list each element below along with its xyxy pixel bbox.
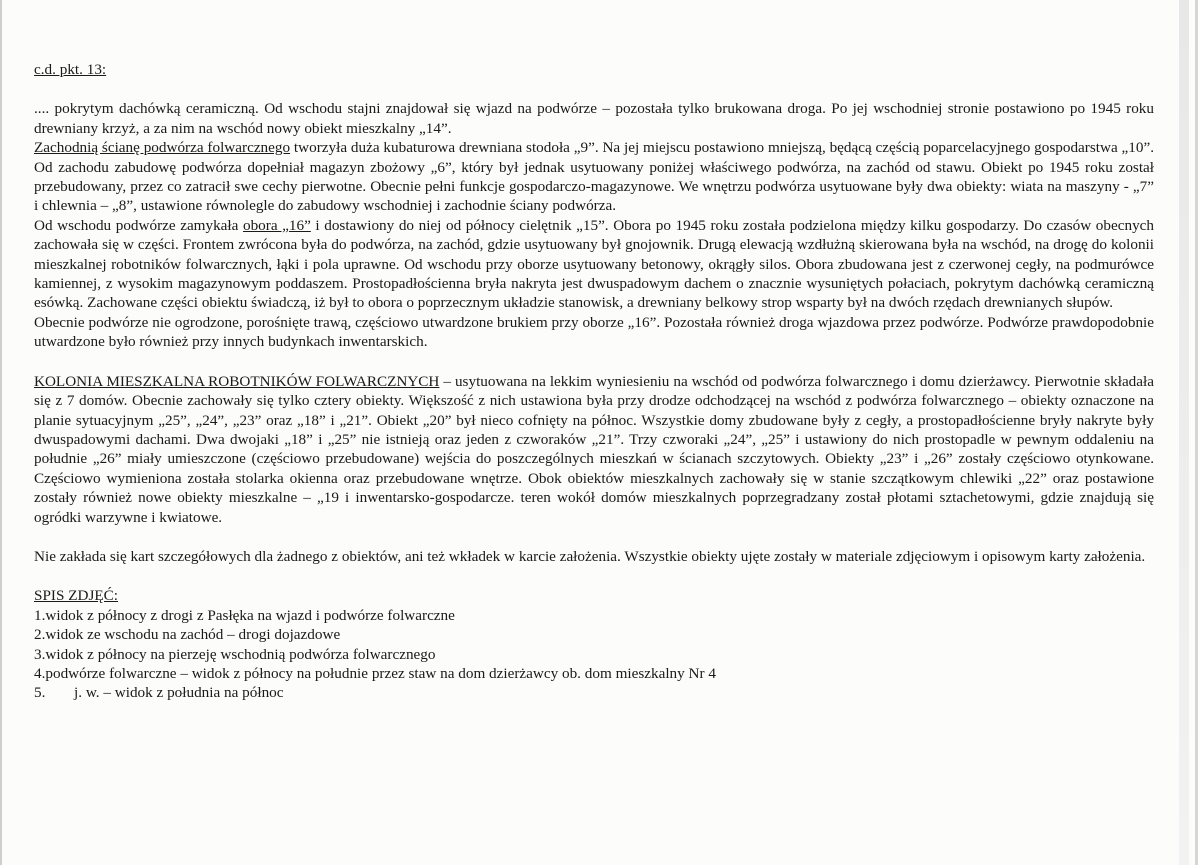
document-body	[34, 60, 1154, 703]
photo-item-5-text: j. w. – widok z południa na północ	[74, 684, 284, 702]
photo-item-5	[34, 683, 1154, 702]
kolonia-paragraph	[34, 372, 1154, 527]
photo-item-4: 4.podwórze folwarczne – widok z północy na południe przez staw na dom dzierżawcy ob. dom mieszkalny Nr 4	[34, 664, 716, 682]
note-paragraph: Nie zakłada się kart szczegółowych dla żadnego z obiektów, ani też wkładek w karcie założenia. Wszystkie obiekty ujęte zostały w materiale zdjęciowym i opisowym karty założenia.	[34, 547, 1146, 565]
photo-item-2: 2.widok ze wschodu na zachód – drogi dojazdowe	[34, 626, 341, 644]
paragraph-4	[34, 313, 1154, 352]
paragraphs-block	[34, 99, 1154, 351]
paragraph-3-segment-1: Od wschodu podwórze zamykała	[34, 216, 243, 234]
paragraph-2-segment-1: Zachodnią ścianę podwórza folwarcznego	[34, 139, 291, 157]
photo-item-3: 3.widok z północy na pierzeję wschodnią podwórza folwarcznego	[34, 645, 436, 663]
paragraph-1	[34, 99, 1154, 138]
photo-item-5-number: 5.	[34, 684, 46, 702]
paragraph-4-segment-1: Obecnie podwórze nie ogrodzone, porośnięte trawą, częściowo utwardzone brukiem przy oborze „16”. Pozostała również droga wjazdowa przez podwórze. Podwórze prawdopodobnie utwardzone było również przy innych budynkach inwentarskich.	[34, 313, 1154, 351]
photos-list	[34, 606, 1154, 684]
scan-edge	[1179, 0, 1189, 865]
paragraph-1-segment-1: .... pokrytym dachówką ceramiczną. Od wschodu stajni znajdował się wjazd na podwórze – pozostała tylko brukowana droga. Po jej wschodniej stronie postawiono po 1945 roku drewniany krzyż, a za nim na wschód nowy obiekt mieszkalny „14”.	[34, 100, 1154, 137]
paragraph-2-segment-2: tworzyła duża kubaturowa drewniana stodoła „9”. Na jej miejscu postawiono mniejszą, będącą częścią poparcelacyjnego gospodarstwa „10”. Od zachodu zabudowę podwórza dopełniał magazyn zbożowy „6”, który był jednak usytuowany poniżej właściwego podwórza, na zachód od stawu. Obiekt po 1945 roku został przebudowany, przez co zatracił swe cechy pierwotne. Obecnie pełni funkcje gospodarczo-magazynowe. We wnętrzu podwórza usytuowane były dwa obiekty: wiata na maszyny - „7” i chlewnia – „8”, ustawione równolegle do zabudowy wschodniej i zachodnie ściany podwórza.	[34, 139, 1154, 215]
paragraph-3	[34, 216, 1154, 313]
paragraph-3-segment-3: i dostawiony do niej od północy cielętnik „15”. Obora po 1945 roku została podzielona między kilku gospodarzy. Do czasów obecnych zachowała się w części. Frontem zwrócona była do podwórza, na zachód, gdzie usytuowany był gnojownik. Drugą elewacją wzdłużną skierowana była na wschód, na drogę do kolonii mieszkalnej robotników folwarcznych, łąki i pola uprawne. Od wschodu przy oborze usytuowany betonowy, okrągły silos. Obora zbudowana jest z czerwonej cegły, na podmurówce kamiennej, z wysokim magazynowym poddaszem. Prostopadłościenna bryła nakryta jest dwuspadowym dachem o znacznie wysuniętych połaciach, pokrytym dachówką ceramiczną esówką. Zachowane części obiektu świadczą, iż był to obora o poprzecznym układzie stanowisk, a drewniany belkowy strop wsparty był na dwóch rzędach drewnianych słupów.	[34, 216, 1155, 312]
paragraph-2	[34, 138, 1154, 216]
section-heading: c.d. pkt. 13:	[34, 61, 107, 78]
kolonia-body: – usytuowana na lekkim wyniesieniu na wschód od podwórza folwarcznego i domu dzierżawcy. Pierwotnie składała się z 7 domów. Obecnie zachowały się tylko cztery obiekty. Większość z nich ustawiona była przy drodze odchodzącej na wschód z podwórza folwarcznego – obiekty oznaczone na planie sytuacyjnym „25”, „24”, „23” oraz „18” i „21”. Obiekt „20” był nieco cofnięty na północ. Wszystkie domy zbudowane były z cegły, a prostopadłościenne bryły nakryte były dwuspadowymi dachami. Dwa dwojaki „18” i „25” nie istnieją oraz jeden z czworaków „21”. Trzy czworaki „24”, „25” i ustawiony do nich prostopadle w pewnym oddaleniu na południe „26” miały umieszczone (częściowo przebudowane) wejścia do poszczególnych mieszkań w ścianach szczytowych. Obiekty „23” i „26” zostały częściowo otynkowane. Częściowo wymieniona została stolarka okienna oraz przebudowane wnętrze. Obok obiektów mieszkalnych zachowały się w stanie szczątkowym chlewiki „22” oraz postawione zostały również nowe obiekty mieszkalne – „19 i inwentarsko-gospodarcze. teren wokół domów mieszkalnych poprzegradzany został płotami sztachetowymi, gdzie znajdują się ogródki warzywne i kwiatowe.	[34, 372, 1154, 526]
paragraph-3-segment-2: obora „16”	[242, 216, 311, 234]
photos-heading: SPIS ZDJĘĆ:	[34, 587, 118, 605]
kolonia-title: KOLONIA MIESZKALNA ROBOTNIKÓW FOLWARCZNYCH	[34, 372, 440, 390]
photo-item-1: 1.widok z północy z drogi z Pasłęka na wjazd i podwórze folwarczne	[34, 606, 455, 624]
